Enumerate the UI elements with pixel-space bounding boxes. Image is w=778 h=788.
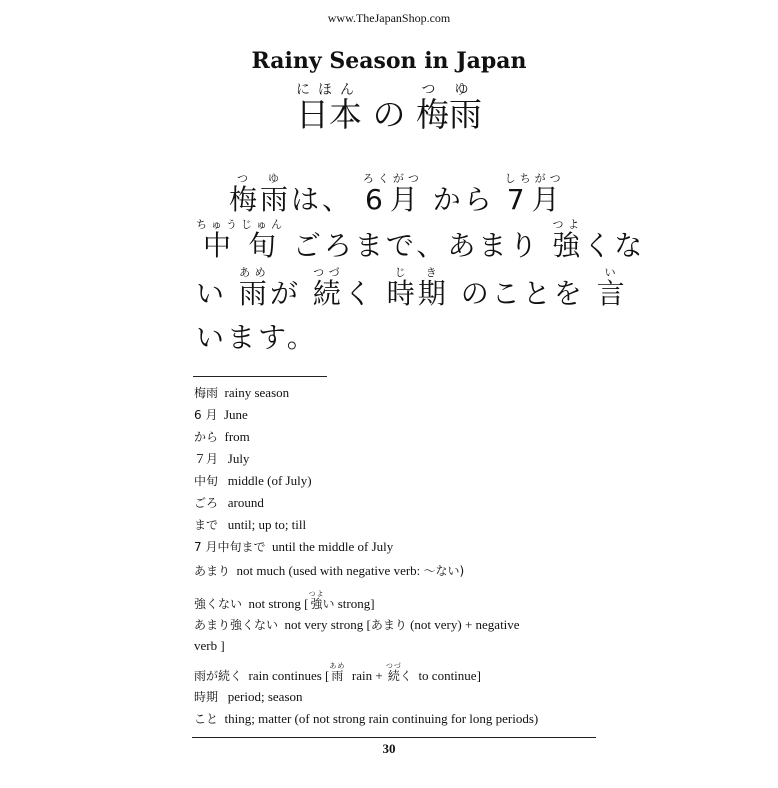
footer-divider [192,737,596,738]
vocab-item: verb ] [194,638,225,653]
main-text-line-3: い 雨あめが 続つづく 時期じき のことを 言い [196,266,628,310]
vocab-item: ごろ around [194,495,264,510]
vocab-item: 梅雨 rainy season [194,385,290,400]
vocab-item: こと thing; matter (of not strong rain continuing for long periods) [194,711,539,726]
vocab-item: 時期 period; season [194,689,303,704]
main-text-line-2: 中旬ちゅうじゅん ごろまで、あまり 強つよくな [196,218,646,262]
vocab-item: 中旬 middle (of July) [194,473,312,488]
main-text-line-4: います。 [196,321,318,354]
site-url: www.TheJapanShop.com [327,11,451,25]
japanese-title [0,82,778,136]
page-title: Rainy Season in Japan [251,48,527,74]
section-divider [193,376,327,377]
title-nihon: 日本にほん [296,82,362,134]
main-text-line-1: 梅雨つゆは、 6月ろくがつ から 7月しちがつ [229,172,565,216]
vocab-item: から from [194,429,250,444]
vocab-item: 雨が続く rain continues [雨あめ rain + 続つづく to continue] [194,662,481,683]
vocab-item: ７月 July [194,451,250,466]
vocab-item: あまり not much (used with negative verb: 〜ない) [194,563,465,578]
page-number: 30 [382,741,396,756]
vocab-item: 6 月 June [194,407,248,422]
vocab-item: 強くない not strong [強つよい strong] [194,590,375,611]
vocab-item: 7 月中旬まで until the middle of July [194,539,394,554]
vocab-item: まで until; up to; till [194,517,307,532]
vocab-item: あまり強くない not very strong [あまり (not very) + negative [194,617,520,632]
title-tsuyu: 梅雨つゆ [416,82,482,134]
title-no: の [372,95,406,134]
